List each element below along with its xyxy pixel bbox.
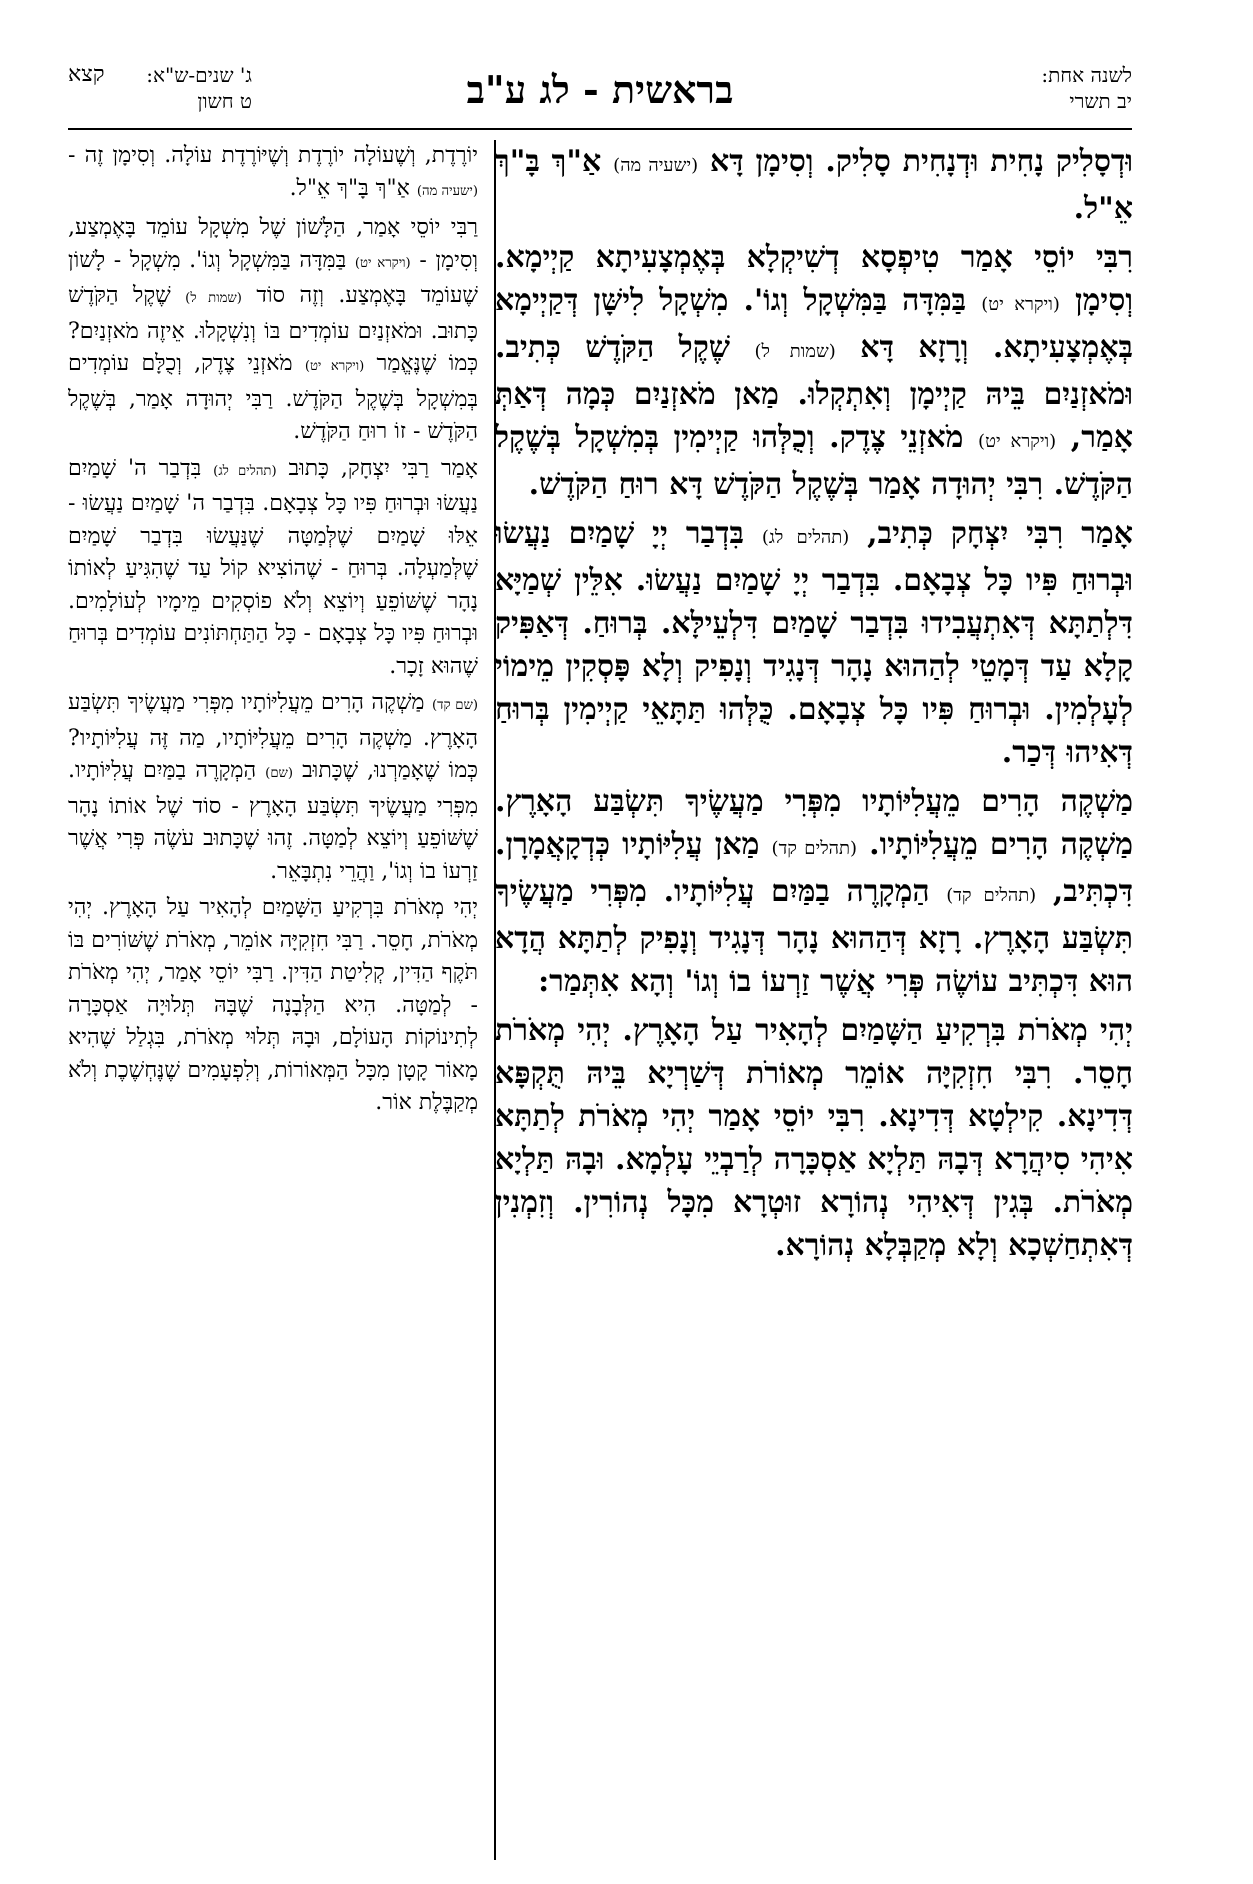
three-year-cycle-date: ט חשון (197, 89, 252, 113)
scripture-reference: (ויקרא יט) (978, 431, 1057, 452)
three-year-cycle-label: ג' שנים-ש"א: (146, 63, 252, 87)
scripture-reference: (תהלים לג) (761, 527, 850, 548)
scripture-reference: (שם) (265, 766, 294, 781)
main-paragraph: יְהִי מְאֹרֹת בִּרְקִיעַ הַשָּׁמַיִם לְהָאִיר עַל הָאָרֶץ. יְהִי מְאֹרֹת חָסֵר. רִבִּי חִזְקִיָּה אוֹמֵר מְאוֹרֹת דְּשַׁרְיָא בֵּיהּ תֻּקְפָּא דְּדִינָא. קִילְטָא דְּדִינָא. רִבִּי יוֹסֵי אָמַר יְהִי מְאֹרֹת לְתַתָּא אִיהִי סִיהֲרָא דְּבָהּ תַּלְיָא אַסְכָּרָה לְרַבְיֵי עָלְמָא. וּבָהּ תַּלְיָא מְאֹרֹת. בְּגִין דְּאִיהִי נְהוֹרָא זוּטְרָא מִכָּל נְהוֹרִין. וְזִמְנִין דְּאִתְחַשְׁכָא וְלָא מְקַבְּלָא נְהוֹרָא. (495, 1013, 1133, 1263)
scripture-reference: (ויקרא יט) (981, 294, 1060, 315)
scripture-reference: (ישעיה מה) (613, 155, 699, 176)
scripture-reference: (ויקרא יט) (304, 359, 365, 374)
header-left (68, 62, 328, 132)
scripture-reference: (ישעיה מה) (416, 183, 478, 199)
commentary-column (68, 140, 478, 1860)
main-paragraph: וּדְסָלִיק נָחִית וּדְנָחִית סָלִיק. וְסִימָן דָּא (ישעיה מה) אַ"ךְ בָּ"ךְ אֵ"ל. (495, 144, 1133, 226)
commentary-paragraph: (שם קד) מַשְׁקֶה הָרִים מֵעֲלִיּוֹתָיו מִפְּרִי מַעֲשֶׂיךָ תִּשְׂבַּע הָאָרֶץ. מַשְׁקֶה הָרִים מֵעֲלִיּוֹתָיו, מַה זֶּה עֲלִיּוֹתָיו? כְּמוֹ שֶׁאָמַרְנוּ, שֶׁכָּתוּב (שם) הַמְקָרֶה בַמַּיִם עֲלִיּוֹתָיו. מִפְּרִי מַעֲשֶׂיךָ תִּשְׂבַּע הָאָרֶץ - סוֹד שֶׁל אוֹתוֹ נָהָר שֶׁשּׁוֹפֵעַ וְיוֹצֵא לְמַטָּה. זֶהוּ שֶׁכָּתוּב עֹשֶׂה פְּרִי אֲשֶׁר זַרְעוֹ בוֹ וְגוֹ', וַהֲרֵי נִתְבָּאֵר. (68, 690, 478, 884)
main-paragraph: אָמַר רִבִּי יִצְחָק כְּתִיב, (תהלים לג) בִּדְבַר יְיָ שָׁמַיִם נַעֲשׂוּ וּבְרוּחַ פִּיו כָּל צְבָאָם. בִּדְבַר יְיָ שָׁמַיִם נַעֲשׂוּ. אִלֵּין שְׁמַיָּא דִּלְתַתָּא דְּאִתְעֲבִידוּ בִּדְבַר שָׁמַיִם דִּלְעֵילָּא. בְּרוּחַ. דְּאַפִּיק קָלָא עַד דְּמָטֵי לְהַהוּא נָהָר דְּנָגִיד וְנָפִיק וְלָא פָּסְקִין מֵימוֹי לְעָלְמִין. וּבְרוּחַ פִּיו כָּל צְבָאָם. כֻּלְּהוּ תַּתָּאֵי קַיְימִין בְּרוּחַ דְּאִיהוּ דְּכַר. (495, 516, 1133, 770)
page-title: בראשית - לג ע"ב (466, 67, 734, 112)
page-number: קצא (68, 62, 105, 87)
main-text-column (495, 140, 1133, 1860)
page-header (68, 62, 1132, 132)
header-rule (68, 128, 1132, 130)
scripture-reference: (ויקרא יט) (354, 255, 411, 271)
main-paragraph: רִבִּי יוֹסֵי אָמַר טִיפְסָא דְשִׁיקְלָא בְּאֶמְצָעִיתָא קַיְימָא. וְסִימָן (ויקרא יט) בַּמִּדָּה בַּמִּשְׁקָל וְגוֹ'. מִשְׁקָל לִישָּׁן דְּקַיְימָא בְּאֶמְצָעִיתָא. וְרָזָא דָּא (שמות ל) שֶׁקֶל הַקֹּדֶשׁ כְּתִיב. וּמֹאזְנַיִם בֵּיהּ קַיְימָן וְאִתְקְלוּ. מַאן מֹאזְנַיִם כְּמָה דְּאַתְּ אָמַר, (ויקרא יט) מֹאזְנֵי צֶדֶק. וְכֻלְּהוּ קַיְימִין בְּמִשְׁקָל בְּשֶׁקֶל הַקֹּדֶשׁ. רִבִּי יְהוּדָה אָמַר בְּשֶׁקֶל הַקֹּדֶשׁ דָּא רוּחַ הַקֹּדֶשׁ. (495, 240, 1133, 502)
one-year-cycle-label: לשנה אחת: (1041, 63, 1132, 87)
column-divider (494, 140, 496, 1860)
commentary-paragraph: רַבִּי יוֹסֵי אָמַר, הַלָּשׁוֹן שֶׁל מִשְׁקָל עוֹמֵד בָּאֶמְצַע, וְסִימָן - (ויקרא יט) בַּמִּדָּה בַּמִּשְׁקָל וְגוֹ'. מִשְׁקָל - לָשׁוֹן שֶׁעוֹמֵד בָּאֶמְצַע. וְזֶה סוֹד (שמות ל) שֶׁקֶל הַקֹּדֶשׁ כָּתוּב. וּמֹאזְנַיִם עוֹמְדִים בּוֹ וְנִשְׁקָלוּ. אֵיזֶה מֹאזְנַיִם? כְּמוֹ שֶׁנֶּאֱמַר (ויקרא יט) מֹאזְנֵי צֶדֶק, וְכֻלָּם עוֹמְדִים בְּמִשְׁקָל בְּשֶׁקֶל הַקֹּדֶשׁ. רַבִּי יְהוּדָה אָמַר, בְּשֶׁקֶל הַקֹּדֶשׁ - זוֹ רוּחַ הַקֹּדֶשׁ. (68, 215, 478, 444)
commentary-paragraph: יְהִי מְאֹרֹת בִּרְקִיעַ הַשָּׁמַיִם לְהָאִיר עַל הָאָרֶץ. יְהִי מְאֹרֹת, חָסֵר. רַבִּי חִזְקִיָּה אוֹמֵר, מְאֹרֹת שֶׁשּׁוֹרִים בּוֹ תֹּקֶף הַדִּין, קְלִיטַת הַדִּין. רַבִּי יוֹסֵי אָמַר, יְהִי מְאֹרֹת - לְמַטָּה. הִיא הַלְּבָנָה שֶׁבָּהּ תְּלוּיָה אַסְכָּרָה לְתִינוֹקוֹת הָעוֹלָם, וּבָהּ תְּלוּי מְאֹרֹת, בִּגְלַל שֶׁהִיא מָאוֹר קָטָן מִכָּל הַמְּאוֹרוֹת, וְלִפְעָמִים שֶׁנֶּחְשֶׁכֶת וְלֹא מְקַבֶּלֶת אוֹר. (68, 895, 478, 1115)
scripture-reference: (שמות ל) (185, 291, 242, 306)
main-paragraph: מַשְׁקֶה הָרִים מֵעֲלִיּוֹתָיו מִפְּרִי מַעֲשֶׂיךָ תִּשְׂבַּע הָאָרֶץ. מַשְׁקֶה הָרִים מֵעֲלִיּוֹתָיו. (תהלים קד) מַאן עֲלִיּוֹתָיו כְּדְקָאֲמָרָן. דִּכְתִּיב, (תהלים קד) הַמְקָרֶה בַמַּיִם עֲלִיּוֹתָיו. מִפְּרִי מַעֲשֶׂיךָ תִּשְׂבַּע הָאָרֶץ. רָזָא דְּהַהוּא נָהָר דְּנָגִיד וְנָפִיק לְתַתָּא הֲדָא הוּא דִּכְתִּיב עוֹשֶׂה פְּרִי אֲשֶׁר זַרְעוֹ בוֹ וְגוֹ' וְהָא אִתְּמַר: (495, 784, 1133, 999)
scripture-reference: (תהלים קד) (771, 838, 858, 859)
one-year-cycle-date: יב תשרי (1069, 89, 1132, 113)
scripture-reference: (שם קד) (432, 698, 478, 713)
commentary-paragraph: אָמַר רַבִּי יִצְחָק, כָּתוּב (תהלים לג) בִּדְבַר ה' שָׁמַיִם נַעֲשׂוּ וּבְרוּחַ פִּיו כָּל צְבָאָם. בִּדְבַר ה' שָׁמַיִם נַעֲשׂוּ - אֵלּוּ שָׁמַיִם שֶׁלְּמַטָּה שֶׁנַּעֲשׂוּ בִּדְבַר שָׁמַיִם שֶׁלְּמַעְלָה. בְּרוּחַ - שֶׁהוֹצִיא קוֹל עַד שֶׁהִגִּיעַ לְאוֹתוֹ נָהָר שֶׁשּׁוֹפֵעַ וְיוֹצֵא וְלֹא פוֹסְקִים מֵימָיו לְעוֹלָמִים. וּבְרוּחַ פִּיו כָּל צְבָאָם - כָּל הַתַּחְתּוֹנִים עוֹמְדִים בְּרוּחַ שֶׁהוּא זָכָר. (68, 455, 478, 679)
scripture-reference: (תהלים לג) (213, 463, 277, 479)
scripture-reference: (תהלים קד) (946, 885, 1037, 906)
scripture-reference: (שמות ל) (754, 341, 836, 362)
commentary-paragraph: יוֹרֶדֶת, וְשֶׁעוֹלָה יוֹרֶדֶת וְשֶׁיּוֹרֶדֶת עוֹלָה. וְסִימָן זֶה - (ישעיה מה) אַ"ךְ בָּ"ךְ אֵ"ל. (68, 143, 478, 201)
three-year-cycle (146, 62, 252, 114)
